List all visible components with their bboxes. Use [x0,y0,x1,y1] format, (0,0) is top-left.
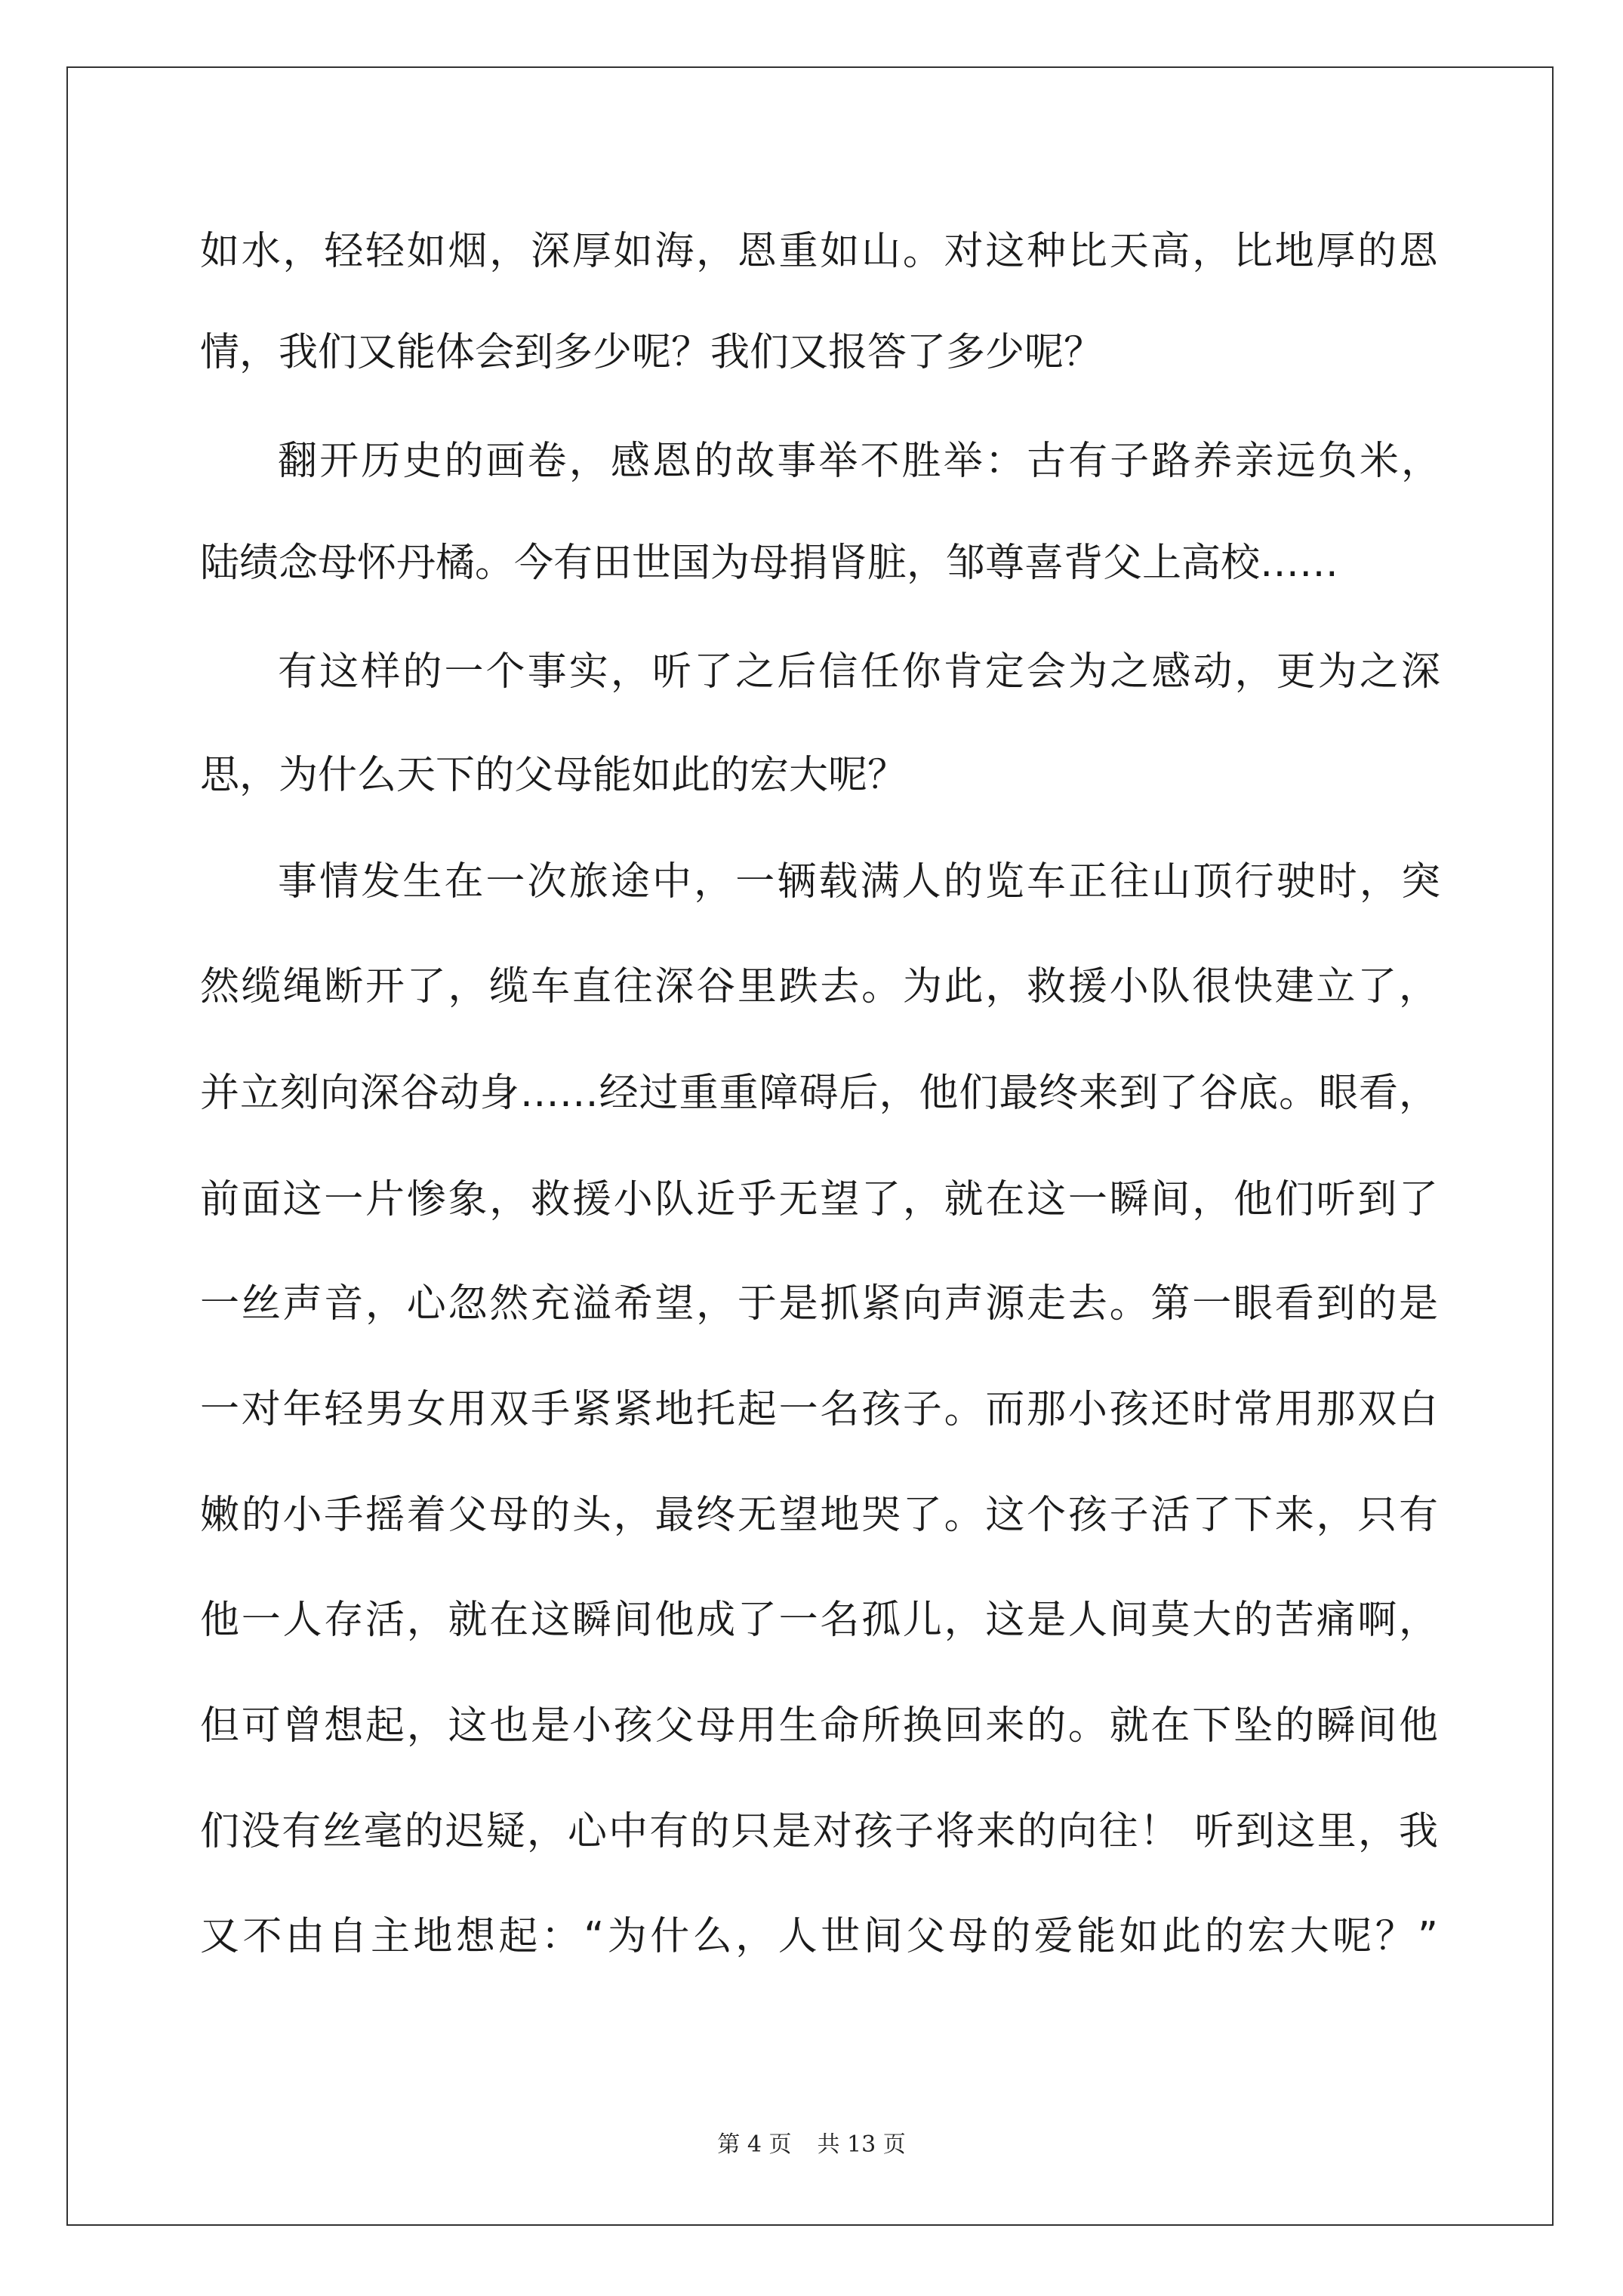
text-line: 有这样的一个事实，听了之后信任你肯定会为之感动，更为之深 [278,649,1440,695]
text-line: 并立刻向深谷动身……经过重重障碍后，他们最终来到了谷底。眼看， [200,1071,1438,1116]
text-line: 思，为什么天下的父母能如此的宏大呢？ [200,753,907,798]
text-line: 嫩的小手摇着父母的头，最终无望地哭了。这个孩子活了下来，只有 [200,1493,1438,1538]
text-line: 又不由自主地想起：“为什么，人世间父母的爱能如此的宏大呢？” [200,1914,1438,1959]
text-line: 们没有丝毫的迟疑，心中有的只是对孩子将来的向往！ 听到这里，我 [200,1809,1438,1854]
page-footer [0,2131,1623,2159]
text-line: 一丝声音，心忽然充溢希望，于是抓紧向声源走去。第一眼看到的是 [200,1281,1438,1327]
text-line: 一对年轻男女用双手紧紧地托起一名孩子。而那小孩还时常用那双白 [200,1387,1438,1432]
text-line: 如水，轻轻如烟，深厚如海，恩重如山。对这种比天高，比地厚的恩 [200,229,1438,274]
page-number: 第 4 页 [717,2131,792,2158]
text-line: 前面这一片惨象，救援小队近乎无望了，就在这一瞬间，他们听到了 [200,1177,1438,1222]
page-border [66,66,1554,2226]
text-line: 但可曾想起，这也是小孩父母用生命所换回来的。就在下坠的瞬间他 [200,1703,1438,1749]
page-total: 共 13 页 [817,2131,906,2158]
text-line: 他一人存活，就在这瞬间他成了一名孤儿，这是人间莫大的苦痛啊， [200,1598,1438,1643]
text-line: 事情发生在一次旅途中，一辆载满人的览车正往山顶行驶时，突 [278,859,1440,905]
text-line: 然缆绳断开了，缆车直往深谷里跌去。为此，救援小队很快建立了， [200,964,1438,1009]
text-line: 翻开历史的画卷，感恩的故事举不胜举：古有子路养亲远负米， [278,439,1440,484]
text-line: 陆绩念母怀丹橘。今有田世国为母捐肾脏，邹尊喜背父上高校…… [200,541,1339,586]
text-line: 情，我们又能体会到多少呢？我们又报答了多少呢？ [200,330,1104,375]
